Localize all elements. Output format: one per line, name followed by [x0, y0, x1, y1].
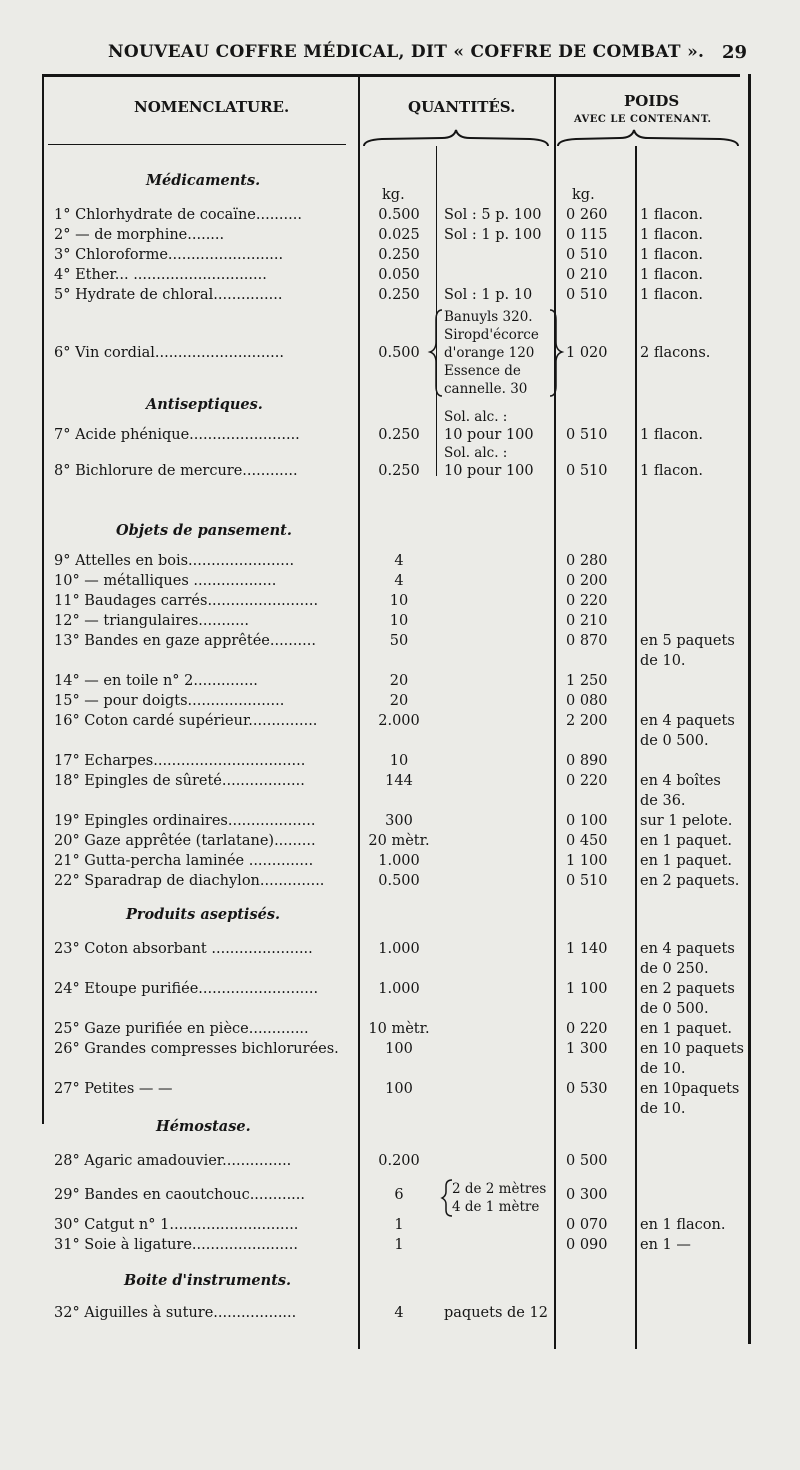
section-title: Produits aseptisés.	[126, 906, 281, 923]
item-quantity: 0.250	[378, 247, 420, 263]
item-quantity: 0.250	[378, 287, 420, 303]
item-name: 16° Coton cardé supérieur...............	[54, 713, 318, 729]
item-name: 14° — en toile n° 2..............	[54, 673, 258, 689]
item-quantity: 50	[389, 633, 409, 649]
table-right-rule	[748, 74, 751, 1344]
column-header-quantites: QUANTITÉS.	[408, 98, 516, 116]
item-quantity: 0.050	[378, 267, 420, 283]
item-note: Sol : 5 p. 100	[444, 207, 542, 223]
qty-unit: kg.	[382, 187, 405, 203]
column-header-poids-sub: AVEC LE CONTENANT.	[574, 114, 712, 125]
item-packaging: en 1 paquet.	[640, 1021, 732, 1037]
item-weight: 0 220	[566, 593, 608, 609]
column-header-poids: POIDS	[624, 92, 680, 110]
item-packaging: 1 flacon.	[640, 287, 703, 303]
item-quantity: 10	[389, 593, 409, 609]
notes-brace-bandes	[442, 1180, 452, 1216]
item-packaging: en 10paquets	[640, 1081, 740, 1097]
item-weight: 1 020	[566, 345, 608, 361]
item-packaging: en 1 paquet.	[640, 833, 732, 849]
item-quantity: 144	[385, 773, 413, 789]
acide-note: Sol. alc. :	[444, 409, 508, 425]
item-name: 30° Catgut n° 1............................	[54, 1217, 299, 1233]
vin-cordial-note: cannelle. 30	[444, 381, 528, 397]
item-packaging: en 4 paquets	[640, 941, 735, 957]
item-name: 22° Sparadrap de diachylon..............	[54, 873, 325, 889]
item-packaging: en 1 flacon.	[640, 1217, 726, 1233]
item-name: 11° Baudages carrés........................	[54, 593, 319, 609]
item-weight: 0 210	[566, 613, 608, 629]
item-quantity: 0.025	[378, 227, 420, 243]
item-weight: 1 250	[566, 673, 608, 689]
item-packaging: 1 flacon.	[640, 207, 703, 223]
item-packaging: sur 1 pelote.	[640, 813, 733, 829]
item-name: 8° Bichlorure de mercure............	[54, 463, 298, 479]
item-quantity: 1.000	[378, 941, 420, 957]
item-packaging: 1 flacon.	[640, 227, 703, 243]
item-packaging: 2 flacons.	[640, 345, 711, 361]
item-quantity: 1.000	[378, 981, 420, 997]
item-name: 17° Echarpes.................................	[54, 753, 306, 769]
table-top-rule	[42, 74, 740, 77]
item-note: paquets de 12	[444, 1305, 548, 1321]
table-left-rule	[42, 74, 44, 1124]
item-packaging-cont: de 0 500.	[640, 1001, 709, 1017]
item-quantity: 1.000	[378, 853, 420, 869]
item-name: 3° Chloroforme.........................	[54, 247, 284, 263]
item-weight: 0 115	[566, 227, 608, 243]
section-title: Boite d'instruments.	[124, 1272, 292, 1289]
item-name: 24° Etoupe purifiée..........................	[54, 981, 319, 997]
item-packaging: en 2 paquets	[640, 981, 735, 997]
supply-table	[42, 74, 742, 1354]
item-packaging: en 4 boîtes	[640, 773, 721, 789]
page-number: 29	[722, 42, 748, 63]
section-title: Antiseptiques.	[146, 396, 263, 413]
item-weight: 0 510	[566, 287, 608, 303]
item-weight: 0 260	[566, 207, 608, 223]
item-name: 2° — de morphine........	[54, 227, 225, 243]
item-quantity: 20	[389, 693, 409, 709]
item-name: 31° Soie à ligature.......................	[54, 1237, 298, 1253]
item-packaging: 1 flacon.	[640, 267, 703, 283]
item-name: 1° Chlorhydrate de cocaïne..........	[54, 207, 302, 223]
item-quantity: 0.250	[378, 427, 420, 443]
item-weight: 0 300	[566, 1187, 608, 1203]
section-title: Objets de pansement.	[116, 522, 292, 539]
item-quantity: 2.000	[378, 713, 420, 729]
item-packaging: en 2 paquets.	[640, 873, 740, 889]
column-rule	[554, 74, 556, 1349]
item-packaging-cont: de 0 250.	[640, 961, 709, 977]
item-name: 10° — métalliques ..................	[54, 573, 277, 589]
column-rule	[635, 146, 637, 1349]
bichlorure-note: Sol. alc. :	[444, 445, 508, 461]
item-weight: 0 510	[566, 873, 608, 889]
item-packaging: en 1 paquet.	[640, 853, 732, 869]
item-packaging: en 5 paquets	[640, 633, 735, 649]
item-quantity: 20 mètr.	[368, 833, 430, 849]
item-weight: 0 510	[566, 463, 608, 479]
item-quantity: 0.500	[378, 345, 420, 361]
item-name: 21° Gutta-percha laminée ..............	[54, 853, 314, 869]
running-title: NOUVEAU COFFRE MÉDICAL, DIT « COFFRE DE COMBAT ».	[108, 42, 705, 62]
item-weight: 0 530	[566, 1081, 608, 1097]
item-weight: 0 220	[566, 1021, 608, 1037]
item-packaging-cont: de 36.	[640, 793, 686, 809]
header-underline	[48, 144, 346, 145]
item-weight: 1 100	[566, 981, 608, 997]
item-name: 23° Coton absorbant ......................	[54, 941, 313, 957]
item-packaging-cont: de 0 500.	[640, 733, 709, 749]
item-name: 28° Agaric amadouvier...............	[54, 1153, 292, 1169]
item-quantity: 0.500	[378, 207, 420, 223]
item-quantity: 10	[389, 613, 409, 629]
item-packaging: 1 flacon.	[640, 247, 703, 263]
vin-cordial-note: Banuyls 320.	[444, 309, 533, 325]
item-name: 13° Bandes en gaze apprêtée..........	[54, 633, 316, 649]
column-rule-thin	[436, 146, 437, 476]
item-weight: 0 070	[566, 1217, 608, 1233]
item-packaging-cont: de 10.	[640, 1061, 686, 1077]
item-quantity: 100	[385, 1041, 413, 1057]
item-note: Sol : 1 p. 100	[444, 227, 542, 243]
item-name: 20° Gaze apprêtée (tarlatane).........	[54, 833, 316, 849]
weight-unit: kg.	[572, 187, 595, 203]
item-quantity: 4	[394, 1305, 404, 1321]
item-packaging: 1 flacon.	[640, 427, 703, 443]
header-brace-quantites	[364, 130, 548, 146]
item-packaging: 1 flacon.	[640, 463, 703, 479]
item-name: 5° Hydrate de chloral...............	[54, 287, 283, 303]
item-weight: 1 300	[566, 1041, 608, 1057]
item-weight: 0 890	[566, 753, 608, 769]
item-weight: 0 080	[566, 693, 608, 709]
section-title: Médicaments.	[146, 172, 261, 189]
item-name: 12° — triangulaires...........	[54, 613, 249, 629]
item-quantity: 1	[394, 1237, 404, 1253]
item-packaging: en 10 paquets	[640, 1041, 744, 1057]
item-name: 4° Ether... .............................	[54, 267, 267, 283]
item-weight: 0 090	[566, 1237, 608, 1253]
item-weight: 0 510	[566, 247, 608, 263]
item-note: Sol : 1 p. 10	[444, 287, 533, 303]
item-name: 29° Bandes en caoutchouc............	[54, 1187, 306, 1203]
item-name: 9° Attelles en bois.......................	[54, 553, 295, 569]
item-name: 26° Grandes compresses bichlorurées.	[54, 1041, 339, 1057]
column-rule	[358, 74, 360, 1349]
item-quantity: 0.250	[378, 463, 420, 479]
item-weight: 1 140	[566, 941, 608, 957]
item-quantity: 10 mètr.	[368, 1021, 430, 1037]
item-name: 25° Gaze purifiée en pièce.............	[54, 1021, 309, 1037]
section-title: Hémostase.	[156, 1118, 251, 1135]
header-brace-poids	[558, 130, 738, 146]
item-weight: 0 200	[566, 573, 608, 589]
vin-cordial-note: Essence de	[444, 363, 521, 379]
item-quantity: 0.500	[378, 873, 420, 889]
bandes-note: 2 de 2 mètres	[452, 1181, 547, 1197]
item-quantity: 4	[394, 573, 404, 589]
item-weight: 0 510	[566, 427, 608, 443]
item-weight: 0 210	[566, 267, 608, 283]
item-name: 15° — pour doigts.....................	[54, 693, 285, 709]
item-weight: 0 500	[566, 1153, 608, 1169]
item-note: 10 pour 100	[444, 463, 534, 479]
item-weight: 2 200	[566, 713, 608, 729]
item-weight: 1 100	[566, 853, 608, 869]
item-name: 7° Acide phénique........................	[54, 427, 300, 443]
item-quantity: 1	[394, 1217, 404, 1233]
item-name: 27° Petites — —	[54, 1081, 173, 1097]
item-packaging: en 4 paquets	[640, 713, 735, 729]
column-header-nomenclature: NOMENCLATURE.	[134, 98, 290, 116]
item-weight: 0 870	[566, 633, 608, 649]
item-note: 10 pour 100	[444, 427, 534, 443]
item-weight: 0 450	[566, 833, 608, 849]
item-weight: 0 100	[566, 813, 608, 829]
item-quantity: 300	[385, 813, 413, 829]
item-weight: 0 220	[566, 773, 608, 789]
item-packaging-cont: de 10.	[640, 653, 686, 669]
item-quantity: 4	[394, 553, 404, 569]
item-name: 32° Aiguilles à suture..................	[54, 1305, 297, 1321]
vin-cordial-note: d'orange 120	[444, 345, 535, 361]
item-packaging-cont: de 10.	[640, 1101, 686, 1117]
item-name: 19° Epingles ordinaires...................	[54, 813, 316, 829]
item-quantity: 20	[389, 673, 409, 689]
bandes-note: 4 de 1 mètre	[452, 1199, 540, 1215]
item-weight: 0 280	[566, 553, 608, 569]
item-quantity: 0.200	[378, 1153, 420, 1169]
item-name: 6° Vin cordial............................	[54, 345, 284, 361]
item-quantity: 10	[389, 753, 409, 769]
item-packaging: en 1 —	[640, 1237, 691, 1253]
vin-cordial-note: Siropd'écorce	[444, 327, 539, 343]
item-quantity: 6	[394, 1187, 404, 1203]
item-name: 18° Epingles de sûreté..................	[54, 773, 305, 789]
item-quantity: 100	[385, 1081, 413, 1097]
